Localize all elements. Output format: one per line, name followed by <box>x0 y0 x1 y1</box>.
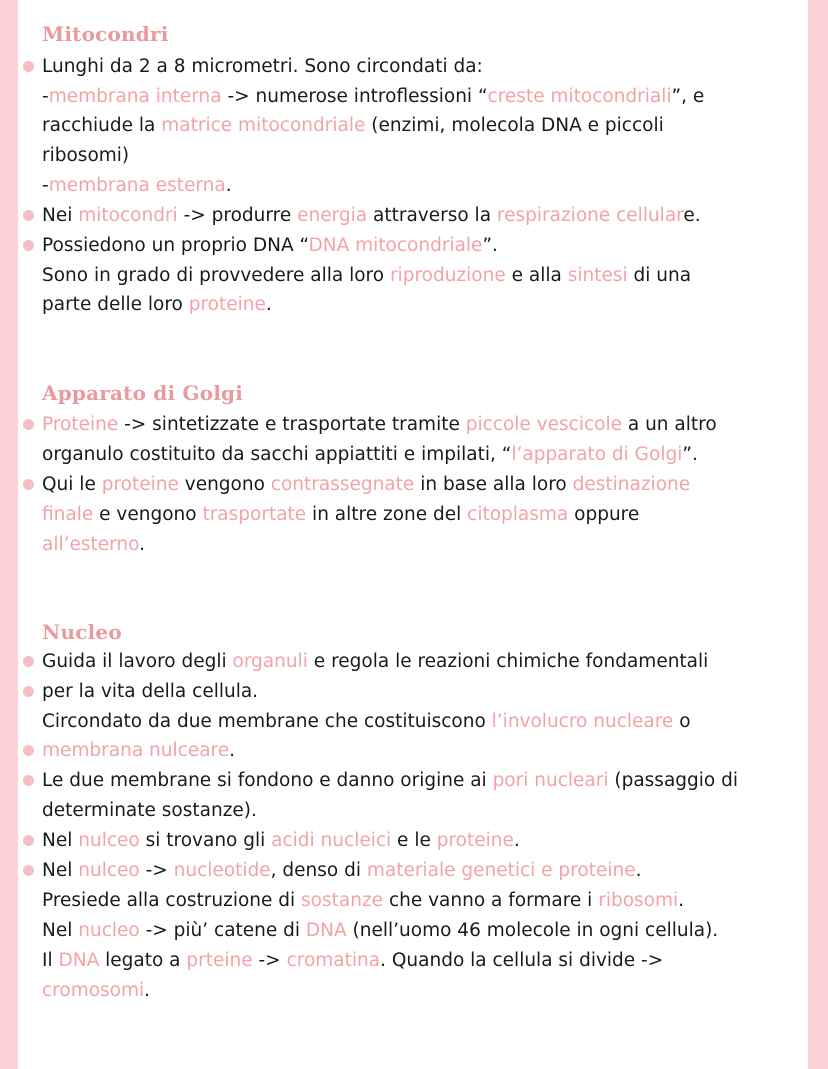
text-segment: si trovano gli <box>139 830 272 851</box>
golgi-line-0 <box>42 414 717 436</box>
bullet-dot <box>23 686 34 697</box>
highlighted-term: membrana interna <box>48 86 222 107</box>
cut-off-heading <box>18 0 808 4</box>
mito-line-5 <box>42 205 701 227</box>
text-segment: . Quando la cellula si divide -> <box>380 950 664 971</box>
highlighted-term: trasportate <box>202 504 307 525</box>
text-segment: (passaggio di <box>608 770 738 791</box>
text-segment: (enzimi, molecola DNA e piccoli <box>365 115 664 136</box>
highlighted-term: cromatina <box>286 950 381 971</box>
text-segment: attraverso la <box>367 205 497 226</box>
text-segment: . <box>265 294 272 315</box>
text-segment: Nel <box>42 860 79 881</box>
nucleo-line-5 <box>42 800 257 822</box>
highlighted-term: prteine <box>186 950 253 971</box>
nucleo-line-2 <box>42 711 691 733</box>
nucleo-line-11 <box>42 980 150 1002</box>
text-segment: e vengono <box>93 504 203 525</box>
text-segment: legato a <box>99 950 187 971</box>
highlighted-term: l’involucro nucleare <box>491 711 674 732</box>
text-segment: o <box>673 711 691 732</box>
text-segment: . <box>229 740 236 761</box>
highlighted-term: contrassegnate <box>270 474 415 495</box>
text-segment: . <box>139 534 146 555</box>
highlighted-term: nulceo <box>78 860 140 881</box>
text-segment: -> produrre <box>177 205 298 226</box>
text-segment: . <box>144 980 151 1001</box>
highlighted-term: l’apparato di Golgi <box>511 444 683 465</box>
mito-line-1 <box>42 86 704 108</box>
highlighted-term: riproduzione <box>389 265 506 286</box>
text-segment: ”. <box>682 444 698 465</box>
highlighted-term: proteine <box>101 474 179 495</box>
section-title-golgi: Apparato di Golgi <box>42 381 244 405</box>
highlighted-term: respirazione cellular <box>496 205 684 226</box>
highlighted-term: nucleotide <box>173 860 271 881</box>
golgi-line-4 <box>42 534 145 556</box>
text-segment: di una <box>627 265 692 286</box>
highlighted-term: membrana nulceare <box>42 740 230 761</box>
text-segment: ”. <box>482 235 498 256</box>
text-segment: -> numerose introflessioni “ <box>221 86 488 107</box>
bullet-dot <box>23 210 34 221</box>
text-segment: ”, e <box>671 86 705 107</box>
mito-line-2 <box>42 115 664 137</box>
text-segment: . <box>678 890 685 911</box>
text-segment: parte delle loro <box>42 294 189 315</box>
text-segment: -> <box>139 860 174 881</box>
text-segment: Sono in grado di provvedere alla loro <box>42 265 390 286</box>
highlighted-term: DNA mitocondriale <box>308 235 483 256</box>
text-segment: . <box>513 830 520 851</box>
nucleo-line-4 <box>42 770 738 792</box>
bullet-dot <box>23 61 34 72</box>
golgi-line-2 <box>42 474 690 496</box>
nucleo-line-0 <box>42 651 708 673</box>
highlighted-term: energia <box>297 205 368 226</box>
highlighted-term: organuli <box>232 651 308 672</box>
text-segment: Circondato da due membrane che costituiscono <box>42 711 492 732</box>
highlighted-term: sintesi <box>567 265 628 286</box>
text-segment: Presiede alla costruzione di <box>42 890 302 911</box>
notes-page <box>18 0 808 1069</box>
text-segment: Guida il lavoro degli <box>42 651 233 672</box>
text-segment: Lunghi da 2 a 8 micrometri. Sono circondati da: <box>42 56 483 77</box>
text-segment: Nel <box>42 830 79 851</box>
golgi-line-1 <box>42 444 698 466</box>
highlighted-term: proteine <box>436 830 514 851</box>
nucleo-line-6 <box>42 830 520 852</box>
mito-line-6 <box>42 235 498 257</box>
golgi-line-3 <box>42 504 639 526</box>
bullet-dot <box>23 775 34 786</box>
text-segment: oppure <box>568 504 640 525</box>
bullet-dot <box>23 656 34 667</box>
text-segment: Il <box>42 950 59 971</box>
text-segment: e le <box>391 830 437 851</box>
text-segment: . <box>225 175 232 196</box>
text-segment: Possiedono un proprio DNA “ <box>42 235 309 256</box>
highlighted-term: pori nucleari <box>492 770 609 791</box>
highlighted-term: matrice mitocondriale <box>161 115 366 136</box>
text-segment: racchiude la <box>42 115 162 136</box>
text-segment: determinate sostanze). <box>42 800 257 821</box>
mito-line-3 <box>42 145 129 167</box>
text-segment: (nell’uomo 46 molecole in ogni cellula). <box>346 920 719 941</box>
highlighted-term: destinazione <box>572 474 691 495</box>
section-title-nucleo: Nucleo <box>42 620 122 644</box>
highlighted-term: acidi nucleici <box>271 830 392 851</box>
bullet-dot <box>23 865 34 876</box>
text-segment: che vanno a formare i <box>383 890 599 911</box>
text-segment: Nei <box>42 205 79 226</box>
mito-line-7 <box>42 265 691 287</box>
highlighted-term: Proteine <box>42 414 119 435</box>
text-segment: e. <box>683 205 701 226</box>
bullet-dot <box>23 479 34 490</box>
highlighted-term: DNA <box>305 920 347 941</box>
bullet-dot <box>23 745 34 756</box>
mito-line-0 <box>42 56 483 78</box>
nucleo-line-7 <box>42 860 641 882</box>
highlighted-term: all’esterno <box>42 534 140 555</box>
highlighted-term: nucleo <box>78 920 140 941</box>
bullet-dot <box>23 835 34 846</box>
text-segment: in altre zone del <box>306 504 468 525</box>
bullet-dot <box>23 419 34 430</box>
text-segment: . <box>635 860 642 881</box>
nucleo-line-10 <box>42 950 663 972</box>
mito-line-8 <box>42 294 272 316</box>
section-title-mitocondri: Mitocondri <box>42 22 169 46</box>
text-segment: Le due membrane si fondono e danno origine ai <box>42 770 493 791</box>
highlighted-term: finale <box>42 504 94 525</box>
mito-line-4 <box>42 175 232 197</box>
highlighted-term: materiale genetici e proteine <box>366 860 636 881</box>
highlighted-term: nulceo <box>78 830 140 851</box>
bullet-dot <box>23 240 34 251</box>
highlighted-term: creste mitocondriali <box>487 86 672 107</box>
highlighted-term: piccole vescicole <box>465 414 622 435</box>
text-segment: Qui le <box>42 474 102 495</box>
text-segment: Nel <box>42 920 79 941</box>
text-segment: in base alla loro <box>414 474 573 495</box>
nucleo-line-8 <box>42 890 684 912</box>
nucleo-line-3 <box>42 740 235 762</box>
highlighted-term: DNA <box>58 950 100 971</box>
text-segment: - <box>42 86 49 107</box>
text-segment: -> <box>252 950 287 971</box>
highlighted-term: cromosomi <box>42 980 145 1001</box>
highlighted-term: proteine <box>188 294 266 315</box>
text-segment: per la vita della cellula. <box>42 681 259 702</box>
highlighted-term: membrana esterna <box>48 175 226 196</box>
text-segment: e regola le reazioni chimiche fondamentali <box>307 651 709 672</box>
nucleo-line-1 <box>42 681 258 703</box>
text-segment: -> sintetizzate e trasportate tramite <box>118 414 466 435</box>
text-segment: a un altro <box>621 414 717 435</box>
text-segment: ribosomi) <box>42 145 130 166</box>
text-segment: vengono <box>178 474 271 495</box>
text-segment: - <box>42 175 49 196</box>
highlighted-term: mitocondri <box>78 205 178 226</box>
highlighted-term: citoplasma <box>467 504 569 525</box>
text-segment: -> più’ catene di <box>139 920 306 941</box>
text-segment: organulo costituito da sacchi appiattiti e impilati, “ <box>42 444 512 465</box>
text-segment: , denso di <box>270 860 367 881</box>
nucleo-line-9 <box>42 920 718 942</box>
highlighted-term: sostanze <box>301 890 384 911</box>
highlighted-term: ribosomi <box>598 890 679 911</box>
text-segment: e alla <box>505 265 568 286</box>
